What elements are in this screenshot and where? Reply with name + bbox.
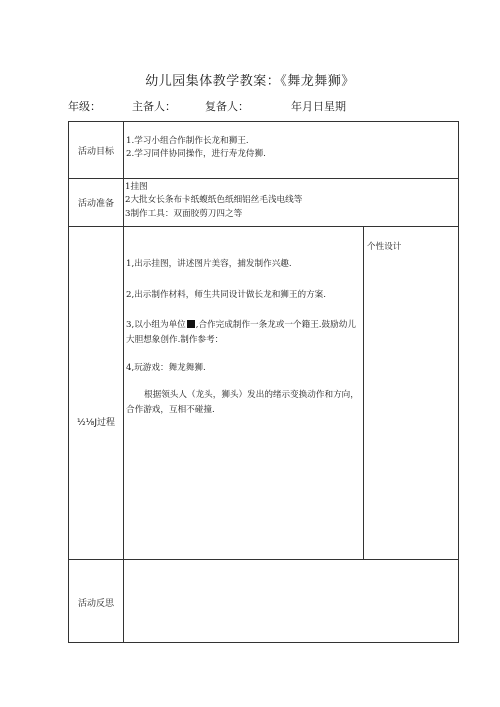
grade-field: 年级： [68,100,101,113]
preparer-field: 主备人： [132,100,176,113]
process-step-2: 2,出示制作材料，师生共同设计做长龙和狮王的方案. [126,290,326,300]
design-column-divider [363,226,364,559]
row-divider [69,226,458,227]
goals-label: 活动目标 [77,147,114,157]
row-divider [69,178,458,179]
goals-line-2: 2.学习同伴协同操作，进行寿龙侍狮. [126,149,266,159]
process-step-3 [126,318,361,348]
prep-line-3: 3制作工具：双面胶剪刀四之等 [125,209,243,219]
process-step-1: 1,出示挂图，讲述图片美容，捕发制作兴趣. [126,259,292,269]
process-label: ½⅛J过程 [76,418,116,428]
label-column-divider [123,122,124,642]
reflection-label: 活动反思 [77,599,114,609]
page-title: 幼儿园集体教学教案：《舞龙舞狮》 [145,74,355,89]
lesson-plan-table [68,121,459,643]
prep-label: 活动准备 [77,199,114,209]
co-preparer-field: 复备人： [205,100,249,113]
prep-line-2: 2大批女长条布卡纸蝮纸色纸细铝丝毛浅电线等 [125,195,303,205]
process-step-3-start: 3,以小组为单位 [126,320,186,330]
date-field: 年月日星期 [291,100,346,113]
goals-line-1: 1.学习小组合作制作长龙和狮王. [126,136,249,146]
redaction-block-icon [187,320,195,328]
process-step-3-rest: ,合作完成制作一条龙或一个籍王.鼓励幼儿大胆想象创作.制作参考： [126,320,356,345]
row-divider [69,559,458,560]
personal-design-header: 个性设计 [367,242,402,252]
prep-line-1: 1挂图 [125,182,148,192]
process-step-5: 根据领头人（龙头，狮头）发出的绪示变换动作和方向，合作游戏，互相不碰撞. [126,390,359,415]
process-step-4: 4,玩游戏：舞龙舞狮. [126,363,206,373]
